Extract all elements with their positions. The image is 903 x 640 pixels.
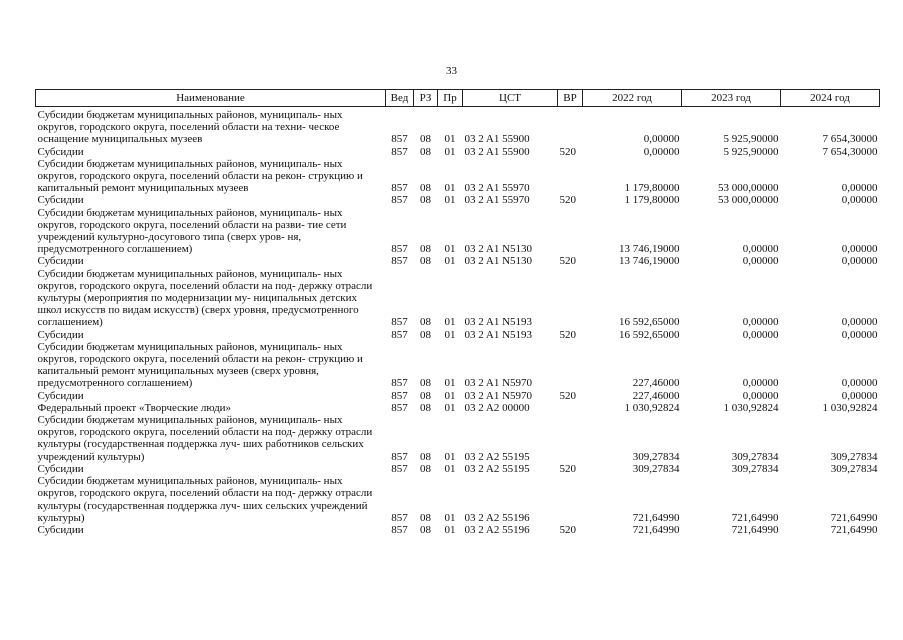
header-2023: 2023 год bbox=[682, 90, 781, 107]
cell-y2024: 0,00000 bbox=[841, 316, 878, 329]
cell-ved: 857 bbox=[391, 145, 408, 158]
cell-cst: 03 2 A2 55196 bbox=[464, 523, 530, 536]
cell-cst: 03 2 A2 55195 bbox=[464, 450, 530, 463]
cell-y2022: 1 030,92824 bbox=[624, 401, 680, 414]
table-row bbox=[36, 146, 880, 158]
cell-vr bbox=[558, 207, 583, 256]
cell-y2024: 721,64990 bbox=[830, 511, 878, 524]
cell-vr: 520 bbox=[559, 462, 576, 475]
header-cst: ЦСТ bbox=[463, 90, 558, 107]
cell-y2023: 53 000,00000 bbox=[718, 182, 779, 195]
cell-pr: 01 bbox=[444, 462, 456, 475]
cell-cst: 03 2 A1 N5970 bbox=[464, 377, 533, 390]
cell-pr: 01 bbox=[444, 401, 456, 414]
cell-ved: 857 bbox=[391, 182, 408, 195]
cell-rz: 08 bbox=[420, 243, 431, 256]
cell-cst: 03 2 A2 00000 bbox=[464, 401, 530, 414]
cell-cst: 03 2 A1 55900 bbox=[464, 133, 530, 146]
table-body bbox=[36, 107, 880, 537]
cell-name: Субсидии бюджетам муниципальных районов, муниципаль- ных округов, городского округа, поселений области на под- держку отрасли культуры (государственная поддержка луч- ших сельских учреждений культуры) bbox=[37, 475, 373, 524]
cell-y2022: 721,64990 bbox=[632, 523, 680, 536]
table-row bbox=[36, 414, 880, 463]
cell-pr: 01 bbox=[444, 182, 456, 195]
cell-name: Субсидии бюджетам муниципальных районов, муниципаль- ных округов, городского округа, поселений области на техни- ческое оснащение муниципальных музеев bbox=[37, 109, 343, 146]
cell-ved: 857 bbox=[391, 316, 408, 329]
cell-y2022: 13 746,19000 bbox=[619, 243, 680, 256]
cell-vr bbox=[558, 341, 583, 390]
cell-pr: 01 bbox=[444, 389, 456, 402]
cell-ved: 857 bbox=[391, 450, 408, 463]
cell-vr bbox=[558, 414, 583, 463]
cell-rz: 08 bbox=[420, 401, 431, 414]
cell-y2023: 0,00000 bbox=[742, 255, 779, 268]
table-row bbox=[36, 341, 880, 390]
cell-cst: 03 2 A1 N5130 bbox=[464, 255, 533, 268]
cell-cst: 03 2 A1 N5130 bbox=[464, 243, 533, 256]
cell-y2022: 227,46000 bbox=[632, 389, 680, 402]
cell-vr: 520 bbox=[559, 194, 576, 207]
cell-rz: 08 bbox=[420, 145, 431, 158]
cell-vr bbox=[558, 475, 583, 524]
cell-pr: 01 bbox=[444, 243, 456, 256]
header-2022: 2022 год bbox=[583, 90, 682, 107]
cell-pr: 01 bbox=[444, 316, 456, 329]
cell-name: Субсидии бюджетам муниципальных районов, муниципаль- ных округов, городского округа, поселений области на под- держку отрасли культуры (государственная поддержка луч- ших работников сельских учреждений культуры) bbox=[37, 414, 373, 463]
table-row bbox=[36, 475, 880, 524]
cell-rz: 08 bbox=[420, 328, 431, 341]
cell-pr: 01 bbox=[444, 133, 456, 146]
cell-rz: 08 bbox=[420, 377, 431, 390]
table-row bbox=[36, 329, 880, 341]
cell-y2024: 309,27834 bbox=[830, 450, 878, 463]
table-row bbox=[36, 402, 880, 414]
cell-y2024: 0,00000 bbox=[841, 182, 878, 195]
cell-ved: 857 bbox=[391, 328, 408, 341]
table-header-row bbox=[36, 90, 880, 107]
table-row bbox=[36, 268, 880, 329]
cell-y2023: 0,00000 bbox=[742, 328, 779, 341]
header-name: Наименование bbox=[36, 90, 386, 107]
table-row bbox=[36, 207, 880, 256]
cell-y2024: 7 654,30000 bbox=[822, 145, 878, 158]
cell-y2024: 0,00000 bbox=[841, 255, 878, 268]
cell-name: Субсидии бюджетам муниципальных районов, муниципаль- ных округов, городского округа, поселений области на разви- тие сети учреждений культурно-досугового типа (сверх уров- ня, предусмотренного соглашением) bbox=[37, 206, 347, 256]
cell-y2023: 5 925,90000 bbox=[723, 133, 779, 146]
cell-y2023: 53 000,00000 bbox=[718, 194, 779, 207]
cell-rz: 08 bbox=[420, 255, 431, 268]
budget-table bbox=[35, 89, 880, 536]
cell-y2024: 721,64990 bbox=[830, 523, 878, 536]
cell-y2023: 1 030,92824 bbox=[723, 401, 779, 414]
header-vr: ВР bbox=[558, 90, 583, 107]
cell-y2024: 0,00000 bbox=[841, 389, 878, 402]
header-rz: РЗ bbox=[414, 90, 438, 107]
cell-name: Субсидии bbox=[37, 194, 84, 207]
cell-name: Субсидии bbox=[37, 462, 84, 475]
cell-name: Субсидии bbox=[37, 389, 84, 402]
cell-ved: 857 bbox=[391, 389, 408, 402]
cell-y2024: 0,00000 bbox=[841, 243, 878, 256]
cell-y2024: 0,00000 bbox=[841, 377, 878, 390]
header-ved: Вед bbox=[386, 90, 414, 107]
cell-y2023: 309,27834 bbox=[731, 462, 779, 475]
cell-y2023: 0,00000 bbox=[742, 316, 779, 329]
cell-cst: 03 2 A2 55196 bbox=[464, 511, 530, 524]
cell-y2022: 16 592,65000 bbox=[619, 316, 680, 329]
cell-cst: 03 2 A1 N5193 bbox=[464, 328, 533, 341]
cell-vr: 520 bbox=[559, 523, 576, 536]
cell-name: Субсидии бюджетам муниципальных районов, муниципаль- ных округов, городского округа, поселений области на рекон- струкцию и капитальный ремонт муниципальных музеев (сверх уровня, предусмотренного соглашением) bbox=[37, 340, 363, 390]
cell-y2024: 0,00000 bbox=[841, 194, 878, 207]
cell-vr: 520 bbox=[559, 328, 576, 341]
cell-y2023: 0,00000 bbox=[742, 377, 779, 390]
cell-name: Федеральный проект «Творческие люди» bbox=[37, 401, 232, 414]
cell-y2022: 1 179,80000 bbox=[624, 194, 680, 207]
cell-ved: 857 bbox=[391, 377, 408, 390]
cell-cst: 03 2 A1 N5193 bbox=[464, 316, 533, 329]
cell-name: Субсидии bbox=[37, 523, 84, 536]
cell-ved: 857 bbox=[391, 523, 408, 536]
table-row bbox=[36, 524, 880, 536]
cell-vr: 520 bbox=[559, 389, 576, 402]
cell-vr: 520 bbox=[559, 145, 576, 158]
header-2024: 2024 год bbox=[781, 90, 880, 107]
cell-rz: 08 bbox=[420, 389, 431, 402]
cell-pr: 01 bbox=[444, 511, 456, 524]
cell-cst: 03 2 A1 55970 bbox=[464, 194, 530, 207]
cell-pr: 01 bbox=[444, 377, 456, 390]
cell-y2024: 7 654,30000 bbox=[822, 133, 878, 146]
table-row bbox=[36, 390, 880, 402]
cell-vr bbox=[558, 268, 583, 329]
cell-pr: 01 bbox=[444, 194, 456, 207]
cell-cst: 03 2 A1 55970 bbox=[464, 182, 530, 195]
cell-y2023: 721,64990 bbox=[731, 523, 779, 536]
cell-y2022: 1 179,80000 bbox=[624, 182, 680, 195]
cell-rz: 08 bbox=[420, 194, 431, 207]
page-number: 33 bbox=[446, 65, 457, 77]
cell-rz: 08 bbox=[420, 182, 431, 195]
cell-ved: 857 bbox=[391, 401, 408, 414]
cell-ved: 857 bbox=[391, 243, 408, 256]
table-row bbox=[36, 255, 880, 267]
cell-rz: 08 bbox=[420, 462, 431, 475]
cell-vr bbox=[558, 107, 583, 146]
cell-rz: 08 bbox=[420, 450, 431, 463]
cell-name: Субсидии bbox=[37, 255, 84, 268]
cell-vr bbox=[558, 158, 583, 195]
cell-y2022: 227,46000 bbox=[632, 377, 680, 390]
cell-y2024: 1 030,92824 bbox=[822, 401, 878, 414]
table-row bbox=[36, 194, 880, 206]
cell-y2023: 0,00000 bbox=[742, 389, 779, 402]
cell-y2022: 309,27834 bbox=[632, 450, 680, 463]
cell-ved: 857 bbox=[391, 194, 408, 207]
cell-ved: 857 bbox=[391, 255, 408, 268]
cell-cst: 03 2 A2 55195 bbox=[464, 462, 530, 475]
cell-y2023: 5 925,90000 bbox=[723, 145, 779, 158]
cell-y2022: 0,00000 bbox=[643, 145, 680, 158]
cell-rz: 08 bbox=[420, 316, 431, 329]
cell-y2022: 0,00000 bbox=[643, 133, 680, 146]
cell-y2024: 0,00000 bbox=[841, 328, 878, 341]
cell-ved: 857 bbox=[391, 462, 408, 475]
cell-pr: 01 bbox=[444, 255, 456, 268]
cell-pr: 01 bbox=[444, 145, 456, 158]
cell-name: Субсидии бюджетам муниципальных районов, муниципаль- ных округов, городского округа, поселений области на под- держку отрасли культуры (мероприятия по модернизации му- ниципальных детских школ искусств по видам искусств) (сверх уровня, предусмотренного соглашением) bbox=[37, 267, 373, 329]
cell-pr: 01 bbox=[444, 523, 456, 536]
cell-y2023: 309,27834 bbox=[731, 450, 779, 463]
cell-y2022: 13 746,19000 bbox=[619, 255, 680, 268]
cell-name: Субсидии бюджетам муниципальных районов, муниципаль- ных округов, городского округа, поселений области на рекон- струкцию и капитальный ремонт муниципальных музеев bbox=[37, 157, 363, 195]
cell-name: Субсидии bbox=[37, 145, 84, 158]
table-row bbox=[36, 107, 880, 146]
cell-vr: 520 bbox=[559, 255, 576, 268]
cell-rz: 08 bbox=[420, 511, 431, 524]
cell-rz: 08 bbox=[420, 523, 431, 536]
table-row bbox=[36, 463, 880, 475]
cell-y2023: 0,00000 bbox=[742, 243, 779, 256]
cell-y2022: 16 592,65000 bbox=[619, 328, 680, 341]
cell-y2023: 721,64990 bbox=[731, 511, 779, 524]
cell-vr bbox=[558, 402, 583, 414]
header-pr: Пр bbox=[438, 90, 463, 107]
cell-y2022: 721,64990 bbox=[632, 511, 680, 524]
cell-ved: 857 bbox=[391, 511, 408, 524]
cell-y2022: 309,27834 bbox=[632, 462, 680, 475]
cell-pr: 01 bbox=[444, 328, 456, 341]
cell-rz: 08 bbox=[420, 133, 431, 146]
table-row bbox=[36, 158, 880, 195]
cell-pr: 01 bbox=[444, 450, 456, 463]
cell-name: Субсидии bbox=[37, 328, 84, 341]
cell-y2024: 309,27834 bbox=[830, 462, 878, 475]
cell-ved: 857 bbox=[391, 133, 408, 146]
cell-cst: 03 2 A1 55900 bbox=[464, 145, 530, 158]
cell-cst: 03 2 A1 N5970 bbox=[464, 389, 533, 402]
